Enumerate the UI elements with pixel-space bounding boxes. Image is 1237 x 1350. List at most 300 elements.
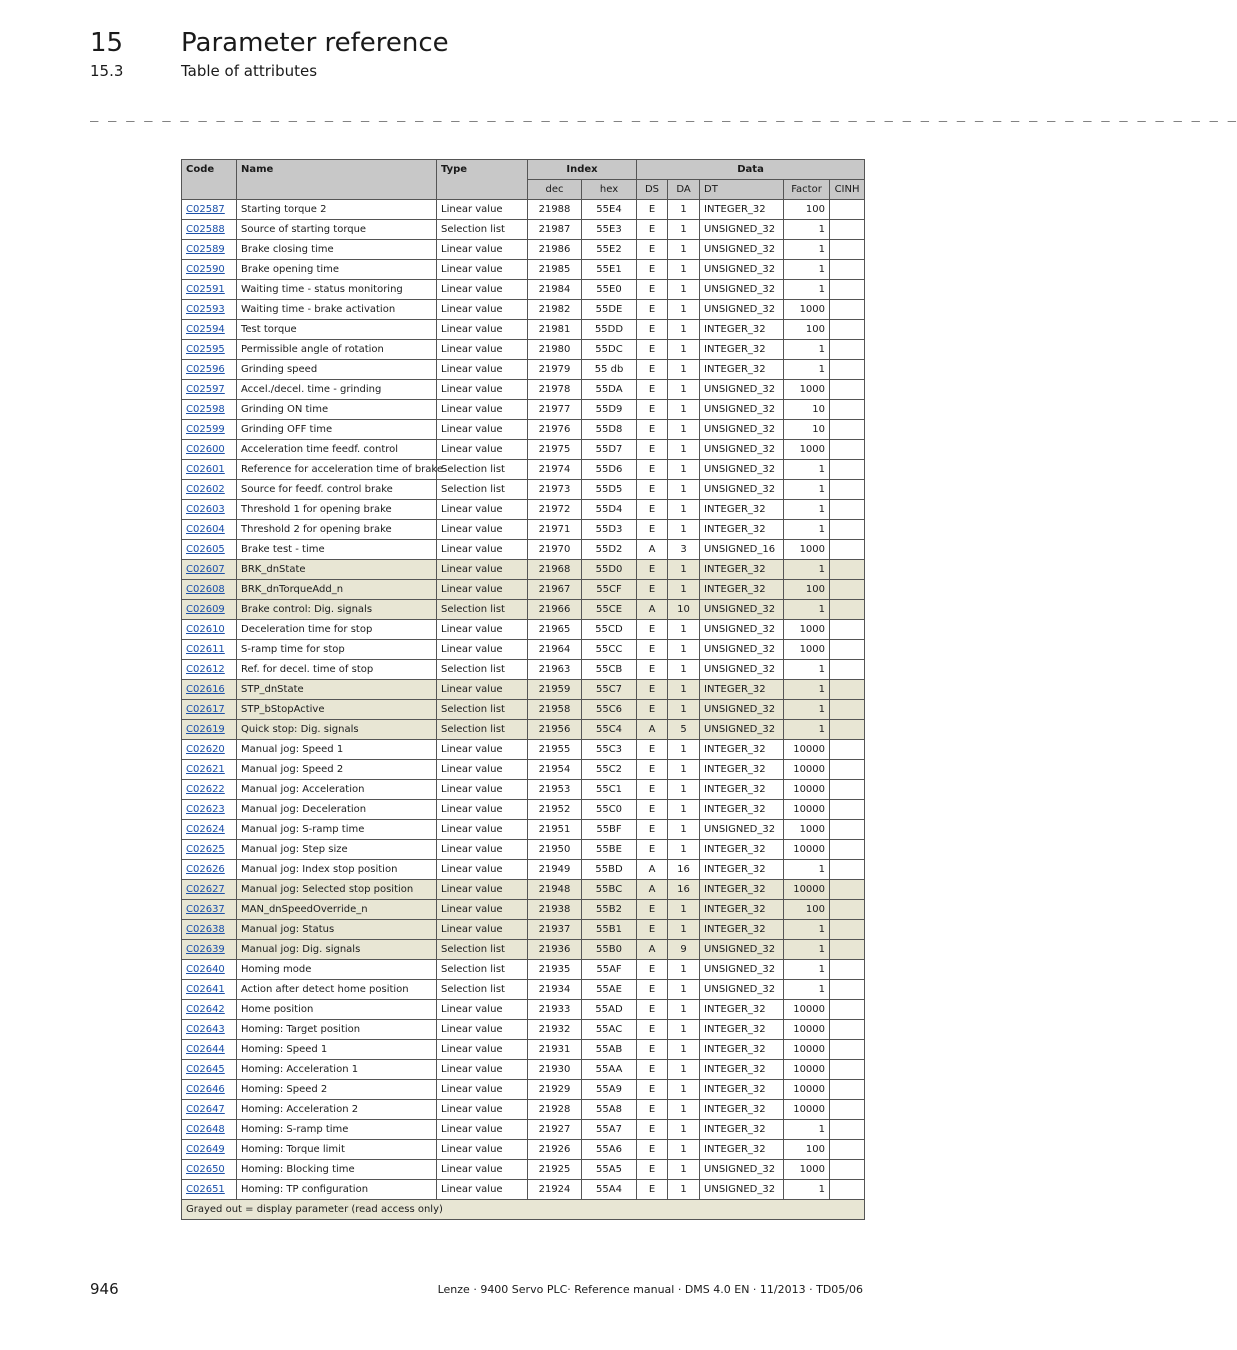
cell-type: Linear value [437,560,528,580]
cell-hex: 55D3 [582,520,637,540]
cell-dt: UNSIGNED_32 [700,460,784,480]
cell-code [182,420,237,440]
code-link[interactable]: C02588 [186,224,225,235]
code-link[interactable]: C02620 [186,744,225,755]
table-row [182,1040,865,1060]
cell-hex: 55DC [582,340,637,360]
cell-hex: 55A5 [582,1160,637,1180]
cell-dec: 21964 [528,640,582,660]
cell-da: 1 [668,920,700,940]
cell-hex: 55E0 [582,280,637,300]
code-link[interactable]: C02649 [186,1144,225,1155]
cell-hex: 55D7 [582,440,637,460]
cell-code [182,560,237,580]
header-ds: DS [637,180,668,200]
header-dt: DT [700,180,784,200]
cell-da: 1 [668,780,700,800]
cell-factor: 10000 [784,1040,830,1060]
cell-hex: 55BF [582,820,637,840]
cell-ds: E [637,740,668,760]
code-link[interactable]: C02625 [186,844,225,855]
cell-dec: 21985 [528,260,582,280]
cell-cinh [830,880,865,900]
cell-code [182,320,237,340]
cell-da: 1 [668,660,700,680]
cell-ds: E [637,1060,668,1080]
cell-da: 1 [668,980,700,1000]
cell-type: Linear value [437,1140,528,1160]
cell-cinh [830,1180,865,1200]
code-link[interactable]: C02624 [186,824,225,835]
table-row [182,360,865,380]
code-link[interactable]: C02597 [186,384,225,395]
code-link[interactable]: C02650 [186,1164,225,1175]
cell-factor: 1000 [784,640,830,660]
cell-name: Ref. for decel. time of stop [237,660,437,680]
cell-cinh [830,900,865,920]
cell-code [182,1040,237,1060]
cell-da: 1 [668,220,700,240]
cell-da: 1 [668,420,700,440]
cell-code [182,1160,237,1180]
cell-hex: 55D8 [582,420,637,440]
cell-dec: 21974 [528,460,582,480]
code-link[interactable]: C02608 [186,584,225,595]
cell-dec: 21924 [528,1180,582,1200]
cell-factor: 10000 [784,840,830,860]
code-link[interactable]: C02616 [186,684,225,695]
cell-cinh [830,1020,865,1040]
cell-ds: A [637,600,668,620]
cell-da: 1 [668,840,700,860]
table-row [182,1080,865,1100]
cell-cinh [830,800,865,820]
cell-hex: 55 db [582,360,637,380]
cell-cinh [830,1120,865,1140]
cell-ds: E [637,460,668,480]
cell-type: Linear value [437,520,528,540]
cell-code [182,880,237,900]
code-link[interactable]: C02639 [186,944,225,955]
table-row [182,460,865,480]
cell-dec: 21952 [528,800,582,820]
table-row [182,580,865,600]
cell-hex: 55C1 [582,780,637,800]
cell-da: 1 [668,480,700,500]
cell-factor: 1 [784,960,830,980]
cell-type: Linear value [437,820,528,840]
cell-dt: UNSIGNED_32 [700,980,784,1000]
cell-hex: 55C6 [582,700,637,720]
code-link[interactable]: C02619 [186,724,225,735]
cell-cinh [830,700,865,720]
cell-code [182,1020,237,1040]
cell-factor: 1 [784,660,830,680]
cell-type: Linear value [437,340,528,360]
code-link[interactable]: C02637 [186,904,225,915]
cell-dec: 21958 [528,700,582,720]
cell-dt: INTEGER_32 [700,320,784,340]
cell-factor: 1 [784,260,830,280]
code-link[interactable]: C02623 [186,804,225,815]
cell-dt: UNSIGNED_32 [700,400,784,420]
cell-dec: 21933 [528,1000,582,1020]
cell-dec: 21987 [528,220,582,240]
header-type: Type [437,160,528,200]
cell-hex: 55B2 [582,900,637,920]
cell-type: Linear value [437,640,528,660]
cell-dec: 21977 [528,400,582,420]
cell-dec: 21963 [528,660,582,680]
cell-code [182,1060,237,1080]
cell-cinh [830,1000,865,1020]
code-link[interactable]: C02599 [186,424,225,435]
table-row [182,600,865,620]
cell-hex: 55A9 [582,1080,637,1100]
cell-dec: 21950 [528,840,582,860]
cell-ds: A [637,720,668,740]
cell-name: Brake opening time [237,260,437,280]
cell-da: 1 [668,680,700,700]
cell-dec: 21949 [528,860,582,880]
cell-dec: 21988 [528,200,582,220]
code-link[interactable]: C02596 [186,364,225,375]
cell-factor: 1 [784,940,830,960]
cell-dt: INTEGER_32 [700,840,784,860]
cell-ds: E [637,300,668,320]
cell-dt: UNSIGNED_32 [700,1160,784,1180]
code-link[interactable]: C02622 [186,784,225,795]
code-link[interactable]: C02607 [186,564,225,575]
cell-code [182,700,237,720]
cell-name: Accel./decel. time - grinding [237,380,437,400]
cell-ds: E [637,1000,668,1020]
table-row [182,820,865,840]
cell-factor: 10000 [784,1080,830,1100]
code-link[interactable]: C02598 [186,404,225,415]
code-link[interactable]: C02647 [186,1104,225,1115]
cell-code [182,280,237,300]
cell-code [182,1120,237,1140]
cell-code [182,260,237,280]
cell-type: Linear value [437,200,528,220]
cell-type: Linear value [437,1120,528,1140]
cell-name: Waiting time - brake activation [237,300,437,320]
cell-cinh [830,1100,865,1120]
cell-factor: 1 [784,360,830,380]
cell-da: 1 [668,1080,700,1100]
cell-ds: E [637,1080,668,1100]
cell-hex: 55AC [582,1020,637,1040]
cell-ds: E [637,500,668,520]
cell-factor: 1000 [784,380,830,400]
cell-da: 3 [668,540,700,560]
table-row [182,380,865,400]
cell-type: Selection list [437,940,528,960]
cell-dec: 21954 [528,760,582,780]
cell-dec: 21970 [528,540,582,560]
cell-type: Linear value [437,320,528,340]
cell-hex: 55DE [582,300,637,320]
cell-code [182,640,237,660]
code-link[interactable]: C02648 [186,1124,225,1135]
cell-factor: 10000 [784,780,830,800]
cell-ds: E [637,380,668,400]
cell-ds: E [637,900,668,920]
cell-dec: 21975 [528,440,582,460]
cell-code [182,1100,237,1120]
cell-dt: UNSIGNED_32 [700,820,784,840]
cell-ds: E [637,220,668,240]
code-link[interactable]: C02601 [186,464,225,475]
cell-name: Brake closing time [237,240,437,260]
cell-dec: 21956 [528,720,582,740]
code-link[interactable]: C02595 [186,344,225,355]
cell-hex: 55BC [582,880,637,900]
code-link[interactable]: C02627 [186,884,225,895]
table-row [182,540,865,560]
cell-da: 1 [668,1060,700,1080]
cell-dt: INTEGER_32 [700,1080,784,1100]
cell-dec: 21953 [528,780,582,800]
cell-cinh [830,540,865,560]
cell-type: Linear value [437,680,528,700]
code-link[interactable]: C02589 [186,244,225,255]
cell-dt: INTEGER_32 [700,560,784,580]
code-link[interactable]: C02644 [186,1044,225,1055]
cell-code [182,900,237,920]
table-row [182,740,865,760]
cell-hex: 55E1 [582,260,637,280]
cell-code [182,360,237,380]
code-link[interactable]: C02638 [186,924,225,935]
table-row [182,400,865,420]
cell-hex: 55D2 [582,540,637,560]
cell-factor: 1 [784,460,830,480]
cell-ds: E [637,680,668,700]
cell-name: Manual jog: Acceleration [237,780,437,800]
cell-dec: 21937 [528,920,582,940]
cell-code [182,620,237,640]
cell-cinh [830,680,865,700]
cell-da: 1 [668,700,700,720]
code-link[interactable]: C02609 [186,604,225,615]
code-link[interactable]: C02590 [186,264,225,275]
cell-type: Linear value [437,300,528,320]
code-link[interactable]: C02612 [186,664,225,675]
cell-dec: 21968 [528,560,582,580]
header-name: Name [237,160,437,200]
cell-cinh [830,300,865,320]
cell-hex: 55CE [582,600,637,620]
cell-type: Linear value [437,780,528,800]
cell-cinh [830,240,865,260]
cell-dt: UNSIGNED_32 [700,280,784,300]
code-link[interactable]: C02587 [186,204,225,215]
cell-factor: 1 [784,700,830,720]
code-link[interactable]: C02646 [186,1084,225,1095]
cell-type: Linear value [437,500,528,520]
cell-da: 1 [668,280,700,300]
table-row [182,260,865,280]
cell-code [182,1000,237,1020]
code-link[interactable]: C02626 [186,864,225,875]
cell-code [182,720,237,740]
cell-ds: E [637,980,668,1000]
cell-factor: 1 [784,920,830,940]
code-link[interactable]: C02593 [186,304,225,315]
cell-hex: 55A6 [582,1140,637,1160]
cell-cinh [830,200,865,220]
cell-da: 1 [668,1140,700,1160]
cell-dt: UNSIGNED_32 [700,380,784,400]
cell-dt: INTEGER_32 [700,780,784,800]
code-link[interactable]: C02610 [186,624,225,635]
cell-hex: 55C0 [582,800,637,820]
table-row [182,840,865,860]
code-link[interactable]: C02602 [186,484,225,495]
cell-da: 1 [668,200,700,220]
code-link[interactable]: C02617 [186,704,225,715]
cell-factor: 1 [784,860,830,880]
cell-dt: UNSIGNED_32 [700,600,784,620]
cell-dt: UNSIGNED_32 [700,240,784,260]
table-row [182,1140,865,1160]
cell-factor: 1 [784,520,830,540]
code-link[interactable]: C02621 [186,764,225,775]
cell-hex: 55BE [582,840,637,860]
cell-type: Linear value [437,260,528,280]
cell-factor: 1 [784,1120,830,1140]
cell-ds: E [637,1020,668,1040]
cell-da: 1 [668,440,700,460]
cell-hex: 55A8 [582,1100,637,1120]
cell-ds: A [637,880,668,900]
cell-code [182,540,237,560]
cell-ds: E [637,240,668,260]
cell-factor: 100 [784,580,830,600]
cell-cinh [830,560,865,580]
cell-ds: E [637,760,668,780]
cell-code [182,240,237,260]
header-index: Index [528,160,637,180]
table-row [182,1160,865,1180]
code-link[interactable]: C02651 [186,1184,225,1195]
cell-ds: E [637,260,668,280]
cell-hex: 55E2 [582,240,637,260]
code-link[interactable]: C02641 [186,984,225,995]
cell-code [182,1080,237,1100]
cell-dt: UNSIGNED_32 [700,220,784,240]
table-row [182,240,865,260]
cell-dt: UNSIGNED_32 [700,660,784,680]
cell-ds: E [637,480,668,500]
code-link[interactable]: C02640 [186,964,225,975]
cell-factor: 100 [784,900,830,920]
cell-cinh [830,740,865,760]
cell-dec: 21932 [528,1020,582,1040]
cell-da: 1 [668,340,700,360]
cell-name: Quick stop: Dig. signals [237,720,437,740]
cell-cinh [830,980,865,1000]
cell-dt: UNSIGNED_32 [700,440,784,460]
cell-cinh [830,820,865,840]
table-row [182,220,865,240]
cell-dec: 21938 [528,900,582,920]
cell-type: Linear value [437,240,528,260]
table-row [182,700,865,720]
table-row [182,200,865,220]
cell-factor: 10000 [784,800,830,820]
cell-hex: 55B1 [582,920,637,940]
cell-name: Homing: Acceleration 2 [237,1100,437,1120]
table-row [182,660,865,680]
header-rule: _ _ _ _ _ _ _ _ _ _ _ _ _ _ _ _ _ _ _ _ _ _ _ _ _ _ _ _ _ _ _ _ _ _ _ _ _ _ _ _ _ _ _ _ _ _ _ _ _ _ _ _ _ _ _ _ _ _ _ _ _ _ _ _ [90,106,1237,122]
table-row [182,1000,865,1020]
cell-da: 1 [668,560,700,580]
cell-dt: INTEGER_32 [700,900,784,920]
cell-name: Brake control: Dig. signals [237,600,437,620]
code-link[interactable]: C02611 [186,644,225,655]
cell-hex: 55BD [582,860,637,880]
cell-dec: 21934 [528,980,582,1000]
cell-cinh [830,520,865,540]
cell-ds: E [637,1180,668,1200]
cell-da: 1 [668,620,700,640]
table-row [182,760,865,780]
cell-da: 1 [668,260,700,280]
code-link[interactable]: C02643 [186,1024,225,1035]
cell-cinh [830,1060,865,1080]
page-number: 946 [90,1280,119,1298]
header-row-1 [182,160,865,180]
table-row [182,960,865,980]
code-link[interactable]: C02604 [186,524,225,535]
code-link[interactable]: C02642 [186,1004,225,1015]
cell-cinh [830,1040,865,1060]
cell-dt: UNSIGNED_32 [700,700,784,720]
cell-cinh [830,500,865,520]
cell-name: STP_dnState [237,680,437,700]
code-link[interactable]: C02603 [186,504,225,515]
cell-cinh [830,920,865,940]
code-link[interactable]: C02591 [186,284,225,295]
cell-dt: UNSIGNED_32 [700,940,784,960]
cell-factor: 1000 [784,540,830,560]
chapter-number: 15 [90,28,124,58]
table-row [182,440,865,460]
cell-da: 1 [668,520,700,540]
cell-hex: 55D4 [582,500,637,520]
cell-ds: E [637,360,668,380]
cell-dt: INTEGER_32 [700,880,784,900]
cell-type: Linear value [437,840,528,860]
code-link[interactable]: C02594 [186,324,225,335]
code-link[interactable]: C02605 [186,544,225,555]
cell-name: Manual jog: Selected stop position [237,880,437,900]
table-row [182,640,865,660]
cell-da: 1 [668,580,700,600]
cell-hex: 55E4 [582,200,637,220]
cell-cinh [830,960,865,980]
code-link[interactable]: C02600 [186,444,225,455]
cell-type: Linear value [437,620,528,640]
header-hex: hex [582,180,637,200]
cell-dec: 21971 [528,520,582,540]
cell-dec: 21927 [528,1120,582,1140]
cell-da: 1 [668,1100,700,1120]
code-link[interactable]: C02645 [186,1064,225,1075]
